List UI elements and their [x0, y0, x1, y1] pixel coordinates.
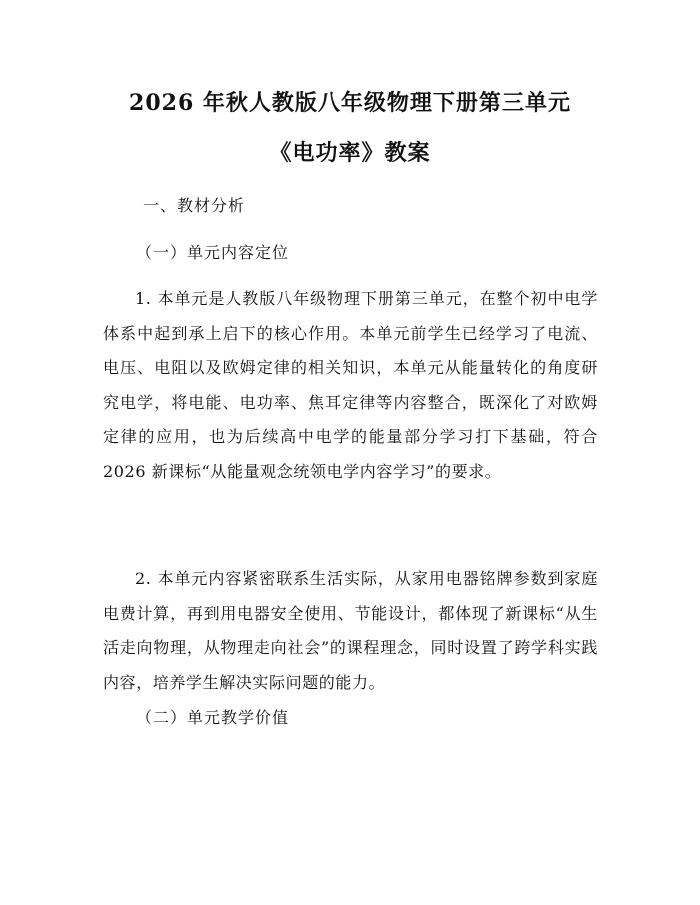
- subsection-heading-teaching-value: （二）单元教学价值: [136, 708, 290, 727]
- document-title-line1: 2026 年秋人教版八年级物理下册第三单元: [129, 90, 571, 116]
- subsection-heading-unit-positioning: （一）单元内容定位: [136, 243, 290, 262]
- paragraph-unit-positioning-2: 2. 本单元内容紧密联系生活实际，从家用电器铭牌参数到家庭电费计算，再到用电器安全使用、节能设计，都体现了新课标“从生活走向物理，从物理走向社会”的课程理念，同时设置了跨学科实践内容，培养学生解决实际问题的能力。: [103, 569, 598, 692]
- section-heading-textbook-analysis: 一、教材分析: [143, 196, 246, 215]
- document-title-line2: 《电功率》教案: [269, 140, 431, 166]
- paragraph-unit-positioning-1: 1. 本单元是人教版八年级物理下册第三单元，在整个初中电学体系中起到承上启下的核心作用。本单元前学生已经学习了电流、电压、电阻以及欧姆定律的相关知识，本单元从能量转化的角度研究电学，将电能、电功率、焦耳定律等内容整合，既深化了对欧姆定律的应用，也为后续高中电学的能量部分学习打下基础，符合 2026 新课标“从能量观念统领电学内容学习”的要求。: [103, 289, 598, 481]
